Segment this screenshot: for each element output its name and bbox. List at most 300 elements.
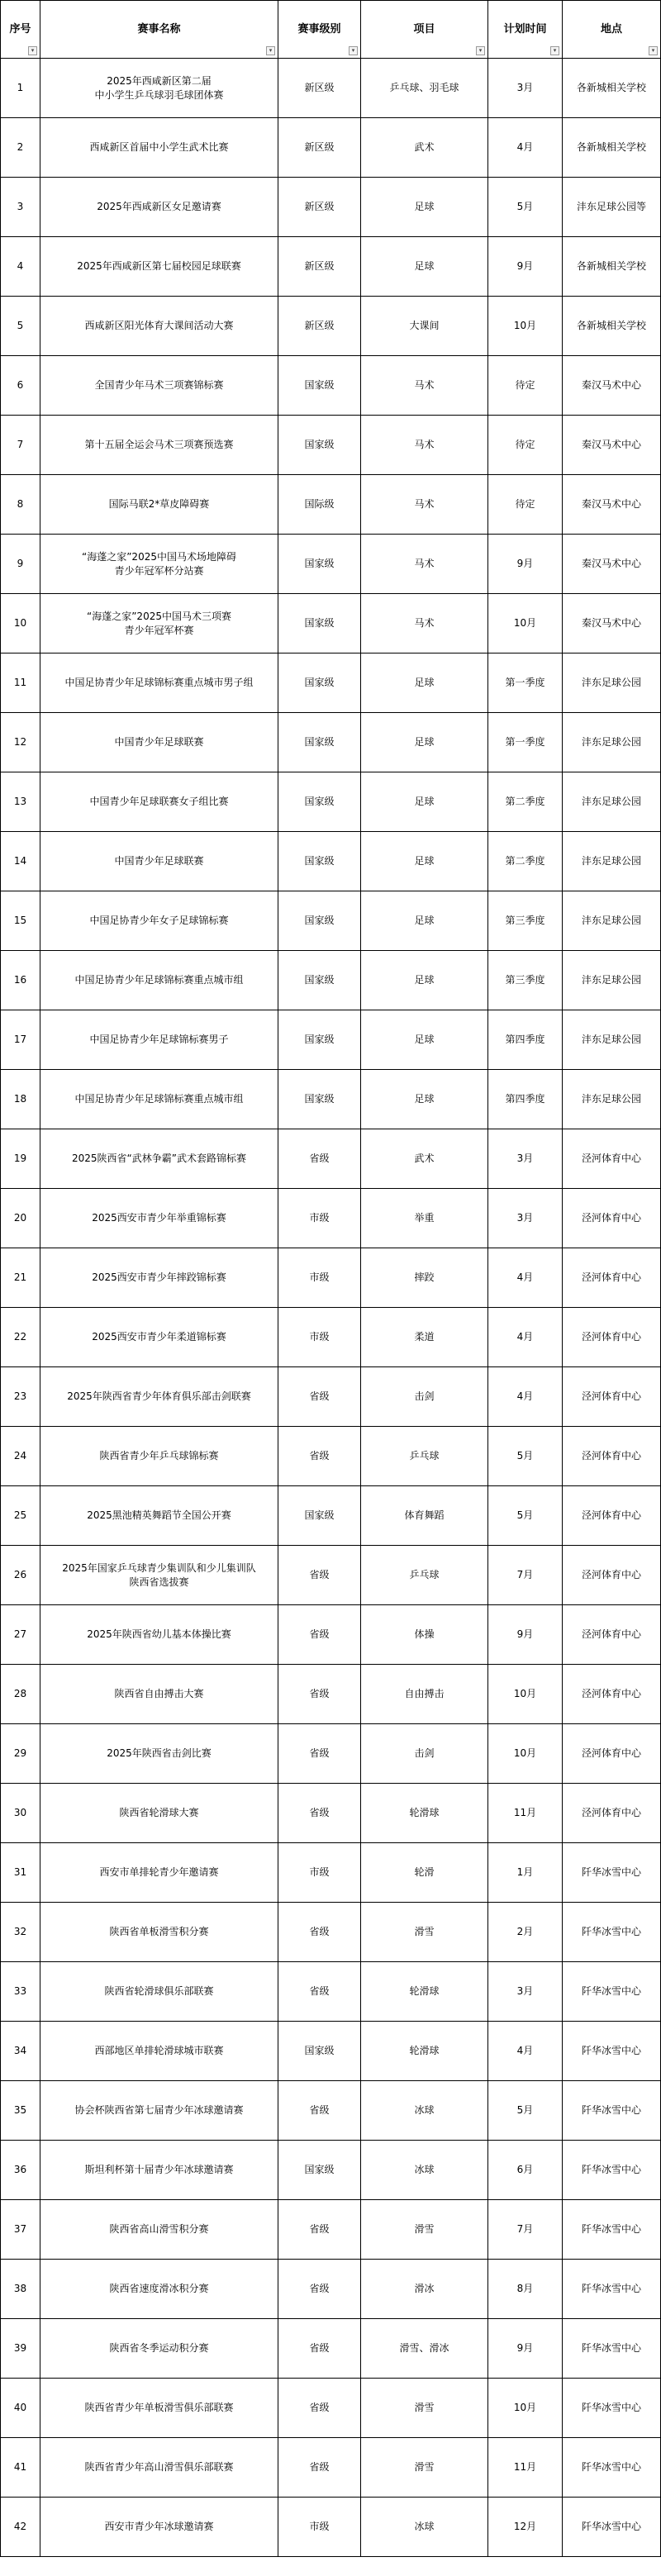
cell-level: 国际级 — [278, 475, 361, 535]
cell-index: 23 — [1, 1367, 40, 1427]
cell-location: 泾河体育中心 — [563, 1665, 661, 1724]
cell-index: 21 — [1, 1248, 40, 1308]
cell-level: 省级 — [278, 1546, 361, 1605]
cell-event-name: “海蓬之家”2025中国马术三项赛 青少年冠军杯赛 — [40, 594, 278, 654]
cell-level: 国家级 — [278, 2022, 361, 2081]
cell-location: 阡华冰雪中心 — [563, 2379, 661, 2438]
cell-index: 37 — [1, 2200, 40, 2260]
cell-index: 29 — [1, 1724, 40, 1784]
cell-planned-time: 9月 — [488, 2319, 563, 2379]
cell-event-name: 西咸新区阳光体育大课间活动大赛 — [40, 297, 278, 356]
cell-index: 34 — [1, 2022, 40, 2081]
table-row — [1, 1843, 661, 1903]
cell-event-name: 国际马联2*草皮障碍赛 — [40, 475, 278, 535]
cell-event-name: 西安市青少年冰球邀请赛 — [40, 2498, 278, 2557]
cell-location: 泾河体育中心 — [563, 1189, 661, 1248]
cell-location: 阡华冰雪中心 — [563, 1962, 661, 2022]
cell-level: 省级 — [278, 2260, 361, 2319]
cell-level: 国家级 — [278, 1070, 361, 1129]
cell-sport: 足球 — [361, 1010, 488, 1070]
cell-level: 国家级 — [278, 654, 361, 713]
cell-event-name: 西咸新区首届中小学生武术比赛 — [40, 118, 278, 178]
cell-event-name: 中国青少年足球联赛 — [40, 713, 278, 772]
cell-index: 7 — [1, 416, 40, 475]
filter-dropdown-icon[interactable]: ▾ — [266, 46, 275, 55]
cell-planned-time: 3月 — [488, 1962, 563, 2022]
table-row — [1, 713, 661, 772]
cell-sport: 击剑 — [361, 1724, 488, 1784]
cell-event-name: 陕西省冬季运动积分赛 — [40, 2319, 278, 2379]
cell-sport: 足球 — [361, 951, 488, 1010]
cell-location: 阡华冰雪中心 — [563, 2081, 661, 2141]
cell-index: 30 — [1, 1784, 40, 1843]
cell-index: 26 — [1, 1546, 40, 1605]
cell-level: 省级 — [278, 2438, 361, 2498]
cell-index: 40 — [1, 2379, 40, 2438]
table-row — [1, 2081, 661, 2141]
cell-event-name: 第十五届全运会马术三项赛预选赛 — [40, 416, 278, 475]
cell-event-name: 陕西省速度滑冰积分赛 — [40, 2260, 278, 2319]
cell-level: 省级 — [278, 1784, 361, 1843]
cell-index: 10 — [1, 594, 40, 654]
cell-event-name: 中国青少年足球联赛 — [40, 832, 278, 891]
cell-event-name: 2025年陕西省青少年体育俱乐部击剑联赛 — [40, 1367, 278, 1427]
table-row — [1, 1070, 661, 1129]
cell-level: 市级 — [278, 1189, 361, 1248]
cell-planned-time: 第四季度 — [488, 1010, 563, 1070]
cell-event-name: 斯坦利杯第十届青少年冰球邀请赛 — [40, 2141, 278, 2200]
cell-level: 省级 — [278, 1605, 361, 1665]
cell-level: 国家级 — [278, 891, 361, 951]
cell-sport: 足球 — [361, 237, 488, 297]
cell-location: 沣东足球公园等 — [563, 178, 661, 237]
cell-planned-time: 9月 — [488, 237, 563, 297]
cell-planned-time: 6月 — [488, 2141, 563, 2200]
cell-planned-time: 11月 — [488, 1784, 563, 1843]
table-row — [1, 1903, 661, 1962]
cell-location: 沣东足球公园 — [563, 832, 661, 891]
cell-location: 沣东足球公园 — [563, 1070, 661, 1129]
cell-location: 沣东足球公园 — [563, 891, 661, 951]
cell-level: 省级 — [278, 2379, 361, 2438]
cell-level: 省级 — [278, 1367, 361, 1427]
cell-event-name: 陕西省青少年乒乓球锦标赛 — [40, 1427, 278, 1486]
col-header-level — [278, 1, 361, 59]
cell-index: 16 — [1, 951, 40, 1010]
table-row — [1, 951, 661, 1010]
cell-sport: 滑雪 — [361, 2200, 488, 2260]
cell-index: 15 — [1, 891, 40, 951]
cell-index: 12 — [1, 713, 40, 772]
cell-location: 各新城相关学校 — [563, 118, 661, 178]
cell-index: 17 — [1, 1010, 40, 1070]
cell-index: 6 — [1, 356, 40, 416]
table-row — [1, 1189, 661, 1248]
cell-event-name: 2025西安市青少年摔跤锦标赛 — [40, 1248, 278, 1308]
cell-level: 省级 — [278, 1724, 361, 1784]
cell-level: 省级 — [278, 1129, 361, 1189]
table-row — [1, 772, 661, 832]
cell-planned-time: 9月 — [488, 1605, 563, 1665]
cell-level: 国家级 — [278, 594, 361, 654]
cell-event-name: 2025年陕西省击剑比赛 — [40, 1724, 278, 1784]
cell-sport: 马术 — [361, 535, 488, 594]
cell-level: 市级 — [278, 1308, 361, 1367]
cell-location: 阡华冰雪中心 — [563, 2022, 661, 2081]
filter-dropdown-icon[interactable]: ▾ — [476, 46, 485, 55]
cell-event-name: 中国足协青少年足球锦标赛重点城市男子组 — [40, 654, 278, 713]
cell-planned-time: 待定 — [488, 475, 563, 535]
cell-planned-time: 4月 — [488, 1248, 563, 1308]
table-row — [1, 178, 661, 237]
cell-planned-time: 第二季度 — [488, 832, 563, 891]
column-label: 序号 — [9, 23, 31, 36]
cell-index: 19 — [1, 1129, 40, 1189]
cell-index: 20 — [1, 1189, 40, 1248]
cell-sport: 轮滑 — [361, 1843, 488, 1903]
cell-event-name: “海蓬之家”2025中国马术场地障碍 青少年冠军杯分站赛 — [40, 535, 278, 594]
cell-planned-time: 第一季度 — [488, 713, 563, 772]
cell-sport: 足球 — [361, 178, 488, 237]
cell-location: 泾河体育中心 — [563, 1427, 661, 1486]
cell-location: 泾河体育中心 — [563, 1605, 661, 1665]
cell-event-name: 陕西省青少年单板滑雪俱乐部联赛 — [40, 2379, 278, 2438]
cell-location: 阡华冰雪中心 — [563, 1843, 661, 1903]
table-row — [1, 2319, 661, 2379]
cell-index: 3 — [1, 178, 40, 237]
cell-index: 18 — [1, 1070, 40, 1129]
table-row — [1, 1248, 661, 1308]
table-row — [1, 118, 661, 178]
cell-event-name: 陕西省自由搏击大赛 — [40, 1665, 278, 1724]
table-row — [1, 832, 661, 891]
cell-event-name: 协会杯陕西省第七届青少年冰球邀请赛 — [40, 2081, 278, 2141]
cell-sport: 摔跤 — [361, 1248, 488, 1308]
table-row — [1, 356, 661, 416]
cell-planned-time: 3月 — [488, 1189, 563, 1248]
cell-location: 阡华冰雪中心 — [563, 1903, 661, 1962]
cell-location: 阡华冰雪中心 — [563, 2319, 661, 2379]
cell-planned-time: 10月 — [488, 1665, 563, 1724]
cell-sport: 体育舞蹈 — [361, 1486, 488, 1546]
cell-event-name: 中国足协青少年足球锦标赛重点城市组 — [40, 951, 278, 1010]
cell-planned-time: 11月 — [488, 2438, 563, 2498]
cell-level: 新区级 — [278, 118, 361, 178]
cell-level: 国家级 — [278, 1486, 361, 1546]
cell-location: 泾河体育中心 — [563, 1546, 661, 1605]
cell-sport: 轮滑球 — [361, 1962, 488, 2022]
cell-location: 沣东足球公园 — [563, 713, 661, 772]
cell-event-name: 2025黑池精英舞蹈节全国公开赛 — [40, 1486, 278, 1546]
cell-sport: 武术 — [361, 118, 488, 178]
cell-sport: 冰球 — [361, 2081, 488, 2141]
table-row — [1, 1129, 661, 1189]
cell-planned-time: 7月 — [488, 1546, 563, 1605]
cell-index: 9 — [1, 535, 40, 594]
cell-planned-time: 第三季度 — [488, 891, 563, 951]
cell-planned-time: 第一季度 — [488, 654, 563, 713]
cell-event-name: 2025西安市青少年举重锦标赛 — [40, 1189, 278, 1248]
cell-index: 27 — [1, 1605, 40, 1665]
cell-location: 泾河体育中心 — [563, 1486, 661, 1546]
table-row — [1, 475, 661, 535]
table-row — [1, 237, 661, 297]
cell-location: 秦汉马术中心 — [563, 535, 661, 594]
col-header-location — [563, 1, 661, 59]
cell-level: 省级 — [278, 1665, 361, 1724]
cell-sport: 滑冰 — [361, 2260, 488, 2319]
col-header-event-name — [40, 1, 278, 59]
cell-sport: 足球 — [361, 891, 488, 951]
cell-index: 4 — [1, 237, 40, 297]
cell-index: 36 — [1, 2141, 40, 2200]
cell-event-name: 2025年国家乒乓球青少集训队和少儿集训队 陕西省选拔赛 — [40, 1546, 278, 1605]
cell-level: 国家级 — [278, 772, 361, 832]
table-row — [1, 654, 661, 713]
cell-location: 各新城相关学校 — [563, 297, 661, 356]
filter-dropdown-icon[interactable]: ▾ — [550, 46, 559, 55]
filter-dropdown-icon[interactable]: ▾ — [649, 46, 658, 55]
cell-event-name: 西部地区单排轮滑球城市联赛 — [40, 2022, 278, 2081]
cell-event-name: 陕西省高山滑雪积分赛 — [40, 2200, 278, 2260]
cell-location: 沣东足球公园 — [563, 1010, 661, 1070]
cell-sport: 马术 — [361, 594, 488, 654]
cell-level: 新区级 — [278, 297, 361, 356]
cell-index: 42 — [1, 2498, 40, 2557]
table-row — [1, 1605, 661, 1665]
table-row — [1, 1784, 661, 1843]
cell-sport: 滑雪 — [361, 1903, 488, 1962]
cell-index: 11 — [1, 654, 40, 713]
cell-level: 省级 — [278, 2081, 361, 2141]
cell-event-name: 全国青少年马术三项赛锦标赛 — [40, 356, 278, 416]
cell-level: 新区级 — [278, 178, 361, 237]
cell-level: 省级 — [278, 1427, 361, 1486]
cell-sport: 滑雪、滑冰 — [361, 2319, 488, 2379]
table-row — [1, 594, 661, 654]
table-row — [1, 2260, 661, 2319]
cell-location: 秦汉马术中心 — [563, 475, 661, 535]
table-body — [1, 59, 661, 2557]
cell-location: 各新城相关学校 — [563, 237, 661, 297]
cell-sport: 滑雪 — [361, 2379, 488, 2438]
cell-level: 国家级 — [278, 356, 361, 416]
cell-level: 国家级 — [278, 713, 361, 772]
cell-planned-time: 第三季度 — [488, 951, 563, 1010]
cell-sport: 击剑 — [361, 1367, 488, 1427]
table-row — [1, 1546, 661, 1605]
cell-location: 泾河体育中心 — [563, 1308, 661, 1367]
cell-planned-time: 10月 — [488, 1724, 563, 1784]
table-row — [1, 2141, 661, 2200]
table-row — [1, 2379, 661, 2438]
table-row — [1, 535, 661, 594]
cell-location: 泾河体育中心 — [563, 1367, 661, 1427]
table-row — [1, 2438, 661, 2498]
cell-index: 5 — [1, 297, 40, 356]
table-row — [1, 416, 661, 475]
cell-planned-time: 3月 — [488, 59, 563, 118]
cell-event-name: 陕西省青少年高山滑雪俱乐部联赛 — [40, 2438, 278, 2498]
cell-sport: 足球 — [361, 832, 488, 891]
cell-event-name: 陕西省轮滑球俱乐部联赛 — [40, 1962, 278, 2022]
table-row — [1, 2498, 661, 2557]
cell-planned-time: 待定 — [488, 356, 563, 416]
cell-sport: 柔道 — [361, 1308, 488, 1367]
cell-planned-time: 10月 — [488, 297, 563, 356]
cell-level: 国家级 — [278, 951, 361, 1010]
cell-location: 泾河体育中心 — [563, 1724, 661, 1784]
cell-planned-time: 5月 — [488, 178, 563, 237]
table-row — [1, 891, 661, 951]
table-row — [1, 1367, 661, 1427]
cell-event-name: 中国足协青少年足球锦标赛男子 — [40, 1010, 278, 1070]
table-row — [1, 1486, 661, 1546]
cell-index: 24 — [1, 1427, 40, 1486]
cell-planned-time: 2月 — [488, 1903, 563, 1962]
cell-location: 阡华冰雪中心 — [563, 2260, 661, 2319]
cell-level: 国家级 — [278, 1010, 361, 1070]
cell-index: 8 — [1, 475, 40, 535]
cell-location: 阡华冰雪中心 — [563, 2141, 661, 2200]
cell-planned-time: 8月 — [488, 2260, 563, 2319]
cell-level: 新区级 — [278, 59, 361, 118]
cell-level: 省级 — [278, 1962, 361, 2022]
cell-index: 38 — [1, 2260, 40, 2319]
cell-sport: 马术 — [361, 475, 488, 535]
cell-sport: 乒乓球、羽毛球 — [361, 59, 488, 118]
column-label: 赛事级别 — [297, 23, 341, 36]
cell-planned-time: 9月 — [488, 535, 563, 594]
cell-planned-time: 1月 — [488, 1843, 563, 1903]
cell-sport: 自由搏击 — [361, 1665, 488, 1724]
cell-event-name: 中国足协青少年足球锦标赛重点城市组 — [40, 1070, 278, 1129]
cell-event-name: 中国青少年足球联赛女子组比赛 — [40, 772, 278, 832]
cell-index: 13 — [1, 772, 40, 832]
cell-location: 沣东足球公园 — [563, 654, 661, 713]
cell-index: 25 — [1, 1486, 40, 1546]
cell-event-name: 2025年西咸新区第七届校园足球联赛 — [40, 237, 278, 297]
table-row — [1, 2200, 661, 2260]
cell-location: 泾河体育中心 — [563, 1784, 661, 1843]
cell-planned-time: 5月 — [488, 1427, 563, 1486]
cell-index: 1 — [1, 59, 40, 118]
cell-index: 35 — [1, 2081, 40, 2141]
table-row — [1, 59, 661, 118]
table-row — [1, 1010, 661, 1070]
table-row — [1, 2022, 661, 2081]
table-row — [1, 1962, 661, 2022]
cell-sport: 滑雪 — [361, 2438, 488, 2498]
cell-sport: 足球 — [361, 772, 488, 832]
column-label: 项目 — [413, 23, 435, 36]
cell-index: 2 — [1, 118, 40, 178]
cell-location: 沣东足球公园 — [563, 772, 661, 832]
cell-sport: 轮滑球 — [361, 1784, 488, 1843]
cell-level: 市级 — [278, 2498, 361, 2557]
col-header-planned-time — [488, 1, 563, 59]
cell-index: 41 — [1, 2438, 40, 2498]
cell-sport: 乒乓球 — [361, 1427, 488, 1486]
cell-sport: 冰球 — [361, 2141, 488, 2200]
cell-sport: 冰球 — [361, 2498, 488, 2557]
cell-level: 省级 — [278, 1903, 361, 1962]
cell-planned-time: 4月 — [488, 118, 563, 178]
cell-location: 秦汉马术中心 — [563, 356, 661, 416]
cell-planned-time: 4月 — [488, 1367, 563, 1427]
header-row — [1, 1, 661, 59]
cell-event-name: 2025年陕西省幼儿基本体操比赛 — [40, 1605, 278, 1665]
table-row — [1, 1427, 661, 1486]
cell-level: 国家级 — [278, 2141, 361, 2200]
col-header-sport — [361, 1, 488, 59]
cell-event-name: 2025年西咸新区第二届 中小学生乒乓球羽毛球团体赛 — [40, 59, 278, 118]
cell-level: 新区级 — [278, 237, 361, 297]
cell-sport: 马术 — [361, 356, 488, 416]
cell-sport: 武术 — [361, 1129, 488, 1189]
cell-index: 32 — [1, 1903, 40, 1962]
cell-planned-time: 12月 — [488, 2498, 563, 2557]
cell-index: 22 — [1, 1308, 40, 1367]
table-row — [1, 1308, 661, 1367]
filter-dropdown-icon[interactable]: ▾ — [28, 46, 37, 55]
cell-event-name: 西安市单排轮青少年邀请赛 — [40, 1843, 278, 1903]
cell-location: 阡华冰雪中心 — [563, 2438, 661, 2498]
cell-planned-time: 第二季度 — [488, 772, 563, 832]
cell-level: 省级 — [278, 2319, 361, 2379]
cell-sport: 举重 — [361, 1189, 488, 1248]
cell-level: 国家级 — [278, 535, 361, 594]
cell-planned-time: 第四季度 — [488, 1070, 563, 1129]
cell-event-name: 陕西省轮滑球大赛 — [40, 1784, 278, 1843]
cell-event-name: 2025年西咸新区女足邀请赛 — [40, 178, 278, 237]
cell-sport: 足球 — [361, 1070, 488, 1129]
cell-sport: 马术 — [361, 416, 488, 475]
cell-planned-time: 待定 — [488, 416, 563, 475]
cell-level: 市级 — [278, 1248, 361, 1308]
table-row — [1, 1724, 661, 1784]
filter-dropdown-icon[interactable]: ▾ — [349, 46, 358, 55]
cell-index: 39 — [1, 2319, 40, 2379]
cell-event-name: 陕西省单板滑雪积分赛 — [40, 1903, 278, 1962]
cell-level: 国家级 — [278, 416, 361, 475]
cell-location: 沣东足球公园 — [563, 951, 661, 1010]
column-label: 地点 — [600, 23, 622, 36]
cell-location: 各新城相关学校 — [563, 59, 661, 118]
cell-location: 阡华冰雪中心 — [563, 2200, 661, 2260]
cell-planned-time: 4月 — [488, 1308, 563, 1367]
table-row — [1, 297, 661, 356]
cell-sport: 足球 — [361, 654, 488, 713]
cell-location: 秦汉马术中心 — [563, 594, 661, 654]
cell-planned-time: 4月 — [488, 2022, 563, 2081]
cell-sport: 体操 — [361, 1605, 488, 1665]
cell-level: 市级 — [278, 1843, 361, 1903]
column-label: 计划时间 — [503, 23, 547, 36]
cell-sport: 大课间 — [361, 297, 488, 356]
cell-level: 国家级 — [278, 832, 361, 891]
cell-event-name: 2025陕西省“武林争霸”武术套路锦标赛 — [40, 1129, 278, 1189]
cell-sport: 轮滑球 — [361, 2022, 488, 2081]
cell-location: 秦汉马术中心 — [563, 416, 661, 475]
cell-sport: 乒乓球 — [361, 1546, 488, 1605]
cell-index: 33 — [1, 1962, 40, 2022]
cell-planned-time: 7月 — [488, 2200, 563, 2260]
cell-event-name: 2025西安市青少年柔道锦标赛 — [40, 1308, 278, 1367]
cell-index: 28 — [1, 1665, 40, 1724]
col-header-index — [1, 1, 40, 59]
cell-planned-time: 10月 — [488, 2379, 563, 2438]
